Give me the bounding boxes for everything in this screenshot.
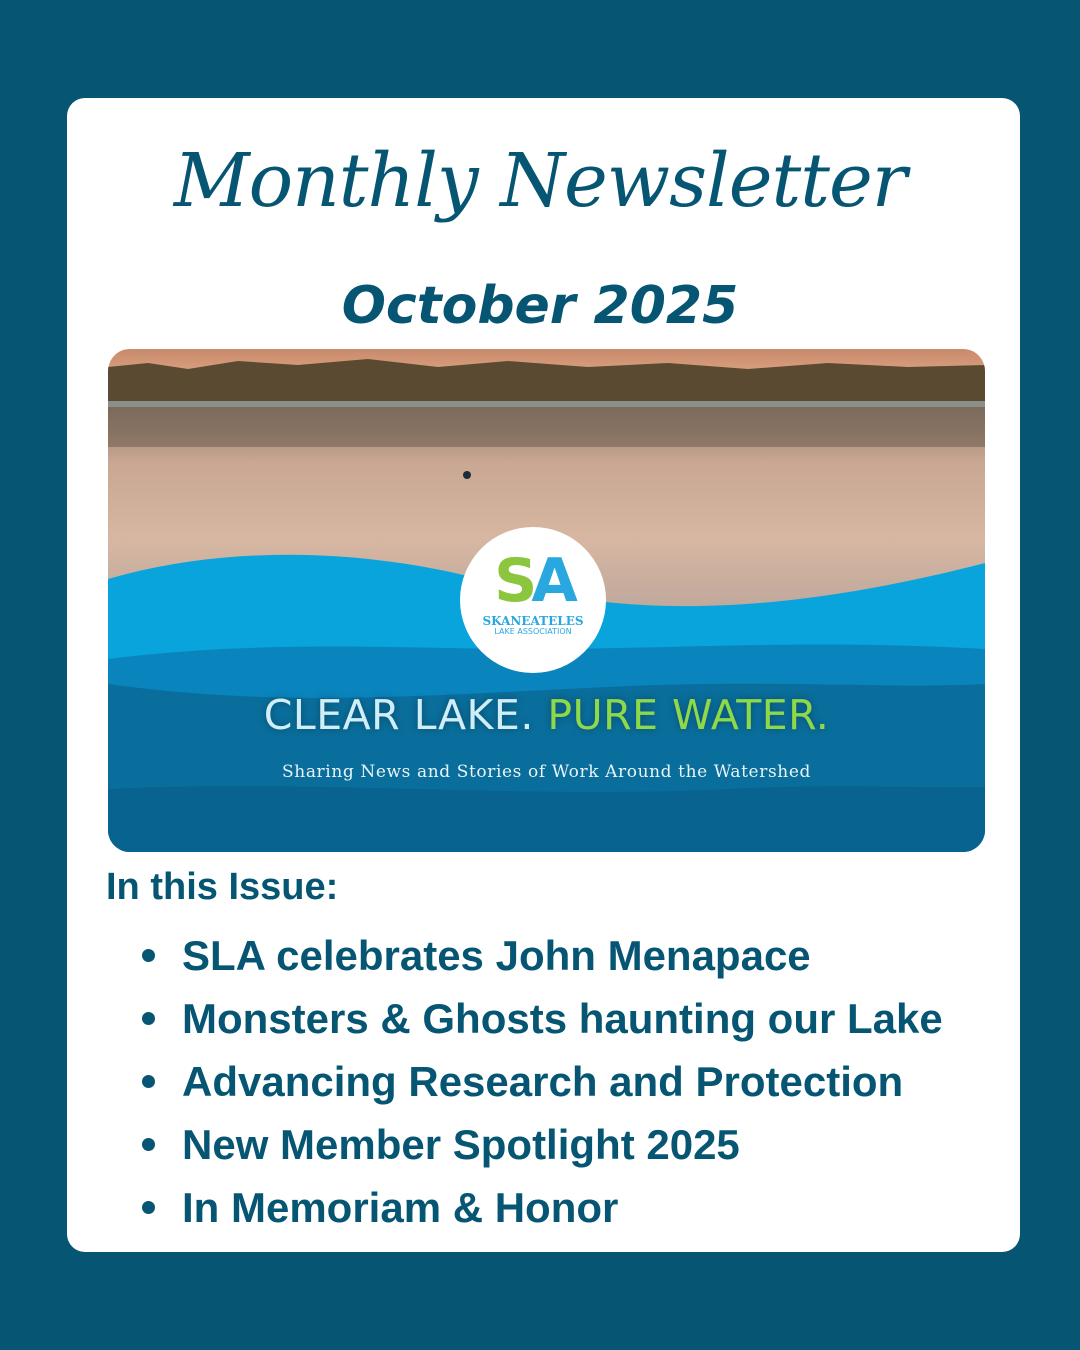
- banner-subtitle: Sharing News and Stories of Work Around the Watershed: [282, 762, 811, 782]
- list-item-text: Monsters & Ghosts haunting our Lake: [182, 995, 943, 1042]
- wave-bottom: [108, 786, 985, 852]
- sla-logo-mark: [460, 546, 606, 616]
- logo-subname: LAKE ASSOCIATION: [494, 627, 572, 636]
- newsletter-title: Monthly Newsletter: [173, 138, 907, 224]
- bullet-icon: [142, 1201, 155, 1214]
- bullet-icon: [142, 949, 155, 962]
- sla-logo: [460, 527, 606, 673]
- list-item: [142, 1113, 943, 1176]
- newsletter-date: October 2025: [341, 276, 739, 336]
- issue-heading: In this Issue:: [106, 866, 339, 908]
- far-shore-trees: [108, 359, 985, 407]
- bullet-icon: [142, 1012, 155, 1025]
- list-item: [142, 1176, 943, 1239]
- logo-name: SKANEATELES: [482, 614, 584, 628]
- tagline-pure-water: PURE WATER.: [547, 691, 830, 739]
- list-item: [142, 924, 943, 987]
- list-item: [142, 1050, 943, 1113]
- list-item-text: In Memoriam & Honor: [182, 1184, 619, 1231]
- bullet-icon: [142, 1138, 155, 1151]
- issue-list: [142, 924, 943, 1239]
- tagline-clear-lake: CLEAR LAKE.: [263, 691, 548, 739]
- bullet-icon: [142, 1075, 155, 1088]
- list-item-text: New Member Spotlight 2025: [182, 1121, 740, 1168]
- logo-letter-s: S: [494, 546, 532, 616]
- logo-letter-a: A: [531, 546, 572, 616]
- list-item-text: Advancing Research and Protection: [182, 1058, 904, 1105]
- buoy: [463, 471, 471, 479]
- shoreline: [108, 401, 985, 407]
- banner-tagline: [108, 691, 985, 739]
- list-item-text: SLA celebrates John Menapace: [182, 932, 811, 979]
- list-item: [142, 987, 943, 1050]
- lake-banner-image: [108, 349, 985, 852]
- shore-reflection: [108, 407, 985, 447]
